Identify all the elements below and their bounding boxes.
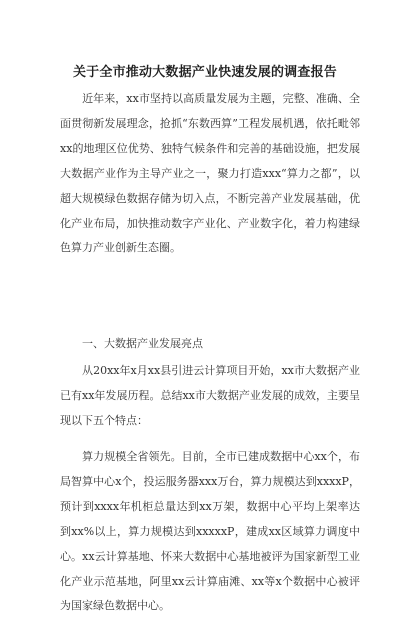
document-title: 关于全市推动大数据产业快速发展的调查报告 [72,65,337,80]
intro-paragraph: 近年来，xx市坚持以高质量发展为主题，完整、准确、全面贯彻新发展理念，抢抓“东数西算”工程发展机遇，依托毗邻xx的地理区位优势、独特气候条件和完善的基础设施，把发展大数据产业作为主导产业之一，聚力打造xxx“算力之都”，以超大规模绿色数据存储为切入点，不断完善产业发展基础，优化产业布局，加快推动数字产业化、产业数字化，着力构建绿色算力产业创新生态圈。 [60,92,360,255]
section-heading: 一、大数据产业发展亮点 [60,337,203,350]
computing-scale-paragraph: 算力规模全省领先。目前，全市已建成数据中心xx个，布局智算中心x个，投运服务器xxx万台，算力规模达到xxxxP，预计到xxxx年机柜总量达到xx万架，数据中心平均上架率达到xx%以上，算力规模达到xxxxxP，建成xx区域算力调度中心。xx云计算基地、怀来大数据中心基地被评为国家新型工业化产业示范基地，阿里xx云计算庙滩、xx等x个数据中心被评为国家绿色数据中心。 [60,450,360,613]
section-intro-paragraph: 从20xx年x月xx县引进云计算项目开始，xx市大数据产业已有xx年发展历程。总结xx市大数据产业发展的成效，主要呈现以下五个特点： [60,364,360,427]
